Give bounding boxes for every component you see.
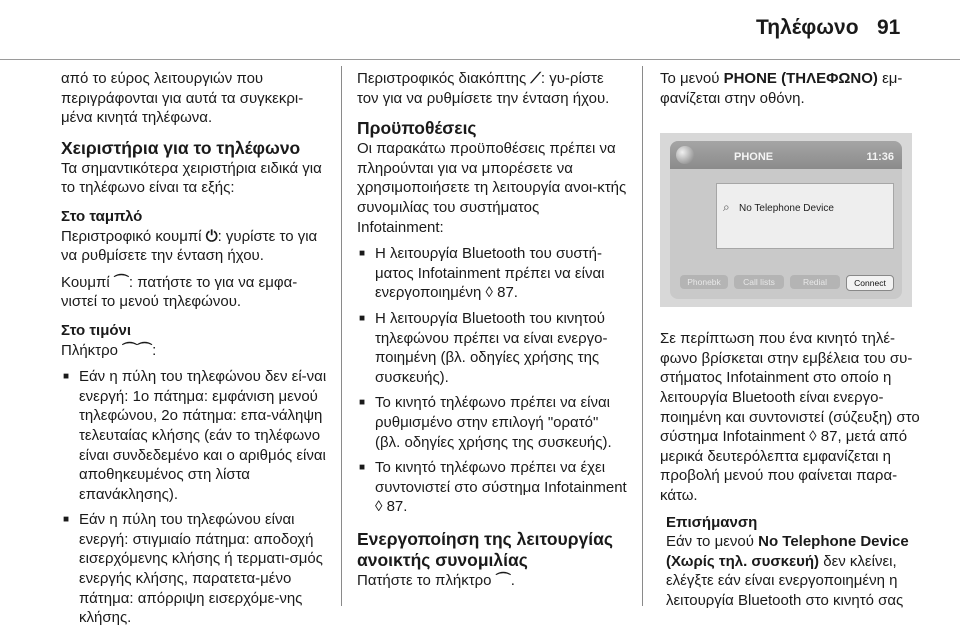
connect-button: Connect (846, 275, 894, 291)
page-header (0, 0, 960, 62)
column-divider-1 (341, 66, 342, 606)
list-item: ■ Το κινητό τηλέφωνο πρέπει να έχει συντονιστεί στο σύστημα Infotainment ◊ 87. (357, 458, 627, 517)
dashboard-button-text: Κουμπί ⌒: πατήστε το για να εμφα-νιστεί το μενού τηλεφώνου. (61, 272, 298, 311)
globe-icon (676, 146, 694, 164)
screen-frame (670, 141, 902, 299)
screen-clock: 11:36 (866, 151, 894, 164)
handset-icon: ⌕ (723, 200, 730, 215)
note-title: Επισήμανση (666, 513, 758, 531)
header-divider (0, 59, 960, 60)
continued-paragraph: από το εύρος λειτουργιών που περιγράφονται για αυτά τα συγκεκρι-μένα κινητά τηλέφωνα. (61, 70, 304, 127)
note-box (660, 513, 922, 611)
phone-key-icon: ⌒⌒ (122, 340, 153, 359)
prerequisites-list (357, 244, 627, 517)
column-3 (660, 69, 922, 618)
page-number: 91 (877, 16, 901, 39)
column-divider-2 (642, 66, 643, 606)
call-lists-button: Call lists (734, 275, 784, 289)
list-item: ■ Εάν η πύλη του τηλεφώνου δεν εί-ναι ενεργή: 1ο πάτημα: εμφάνιση μενού τηλεφώνου, 2ο πάτημα: επα-νάληψη τελευταίας κλήσης (εάν το τηλέφωνο είναι συνδεδεμένο και ο αριθμός είναι αποθηκευμένος στη λίστα επανάκλησης). (61, 367, 333, 504)
subheading-steering-wheel: Στο τιμόνι (61, 321, 132, 339)
redial-button: Redial (790, 275, 840, 289)
list-item: ■ Η λειτουργία Bluetooth του συστή-ματος Infotainment πρέπει να είναι ενεργοποιημένη ◊ 87. (357, 244, 627, 303)
column-2 (357, 69, 627, 597)
power-knob-icon: ⏻ (205, 226, 218, 245)
rotary-switch-icon: ⟋ (530, 69, 541, 87)
section-heading-controls: Χειριστήρια για το τηλέφωνο (61, 137, 301, 158)
page-title: Τηλέφωνο (756, 16, 859, 39)
menu-intro-text: Το μενού PHONE (ΤΗΛΕΦΩΝΟ) εμ-φανίζεται στην οθόνη. (660, 70, 903, 107)
phone-icon: ⌒ (495, 570, 511, 589)
phone-icon: ⌒ (113, 272, 129, 291)
section-heading-activation: Ενεργοποίηση της λειτουργίας ανοικτής συνομιλίας (357, 528, 613, 570)
rotary-switch-text: Περιστροφικός διακόπτης ⟋: γυ-ρίστε τον για να ρυθμίσετε την ένταση ήχου. (357, 69, 610, 107)
list-item: ■ Το κινητό τηλέφωνο πρέπει να είναι ρυθμισμένο στην επιλογή "ορατό" (βλ. οδηγίες χρήσης της συσκευής). (357, 393, 627, 452)
list-item: ■ Η λειτουργία Bluetooth του κινητού τηλεφώνου πρέπει να είναι ενεργο-ποιημένη (βλ. οδηγίες χρήσης της συσκευής). (357, 309, 627, 387)
column-1 (61, 69, 333, 634)
device-list-item: No Telephone Device (739, 203, 834, 215)
note-text: Εάν το μενού No Telephone Device (Χωρίς τηλ. συσκευή) δεν κλείνει, ελέγξτε εάν είναι ενεργοποιημένη η λειτουργία Bluetooth στο κινητό σας (666, 533, 909, 609)
steering-key-text: Πλήκτρο ⌒⌒: (61, 340, 157, 359)
pairing-paragraph: Σε περίπτωση που ένα κινητό τηλέ-φωνο βρίσκεται στην εμβέλεια του συ-στήματος Infotainment στο οποίο η λειτουργία Bluetooth είναι ενεργο-ποιημένη και συντονιστεί (σύζευξη) στο σύστημα Infotainment ◊ 87, μετά από μερικά δευτερόλεπτα εμφανίζεται η προβολή μενού που φαίνεται παρα-κάτω. (660, 330, 920, 504)
subheading-dashboard: Στο ταμπλό (61, 207, 143, 225)
device-list (716, 183, 894, 249)
controls-lead: Τα σημαντικότερα χειριστήρια ειδικά για το τηλέφωνο είναι τα εξής: (61, 159, 322, 197)
steering-key-list (61, 367, 333, 628)
list-item: ■ Εάν η πύλη του τηλεφώνου είναι ενεργή: στιγμιαίο πάτημα: αποδοχή εισερχόμενης κλήσης ή τερματι-σμός ενεργής κλήσης, παρατετα-μένο πάτημα: απόρριψη εισερχόμε-νης κλήσης. (61, 510, 333, 628)
activation-text: Πατήστε το πλήκτρο ⌒. (357, 570, 515, 589)
section-heading-prerequisites: Προϋποθέσεις (357, 118, 477, 139)
dashboard-knob-text: Περιστροφικό κουμπί ⏻: γυρίστε το για να ρυθμίσετε την ένταση ήχου. (61, 226, 318, 265)
screen-title: PHONE (734, 151, 774, 164)
screen-title-bar (670, 141, 902, 169)
prerequisites-lead: Οι παρακάτω προϋποθέσεις πρέπει να πληρούνται για να μπορέσετε να χρησιμοποιήσετε τη λειτουργία ανοι-κτής συνομιλίας του συστήματος Infotainment: (357, 140, 627, 236)
phone-menu-screenshot (660, 133, 912, 307)
phonebook-button: Phonebk (680, 275, 728, 289)
